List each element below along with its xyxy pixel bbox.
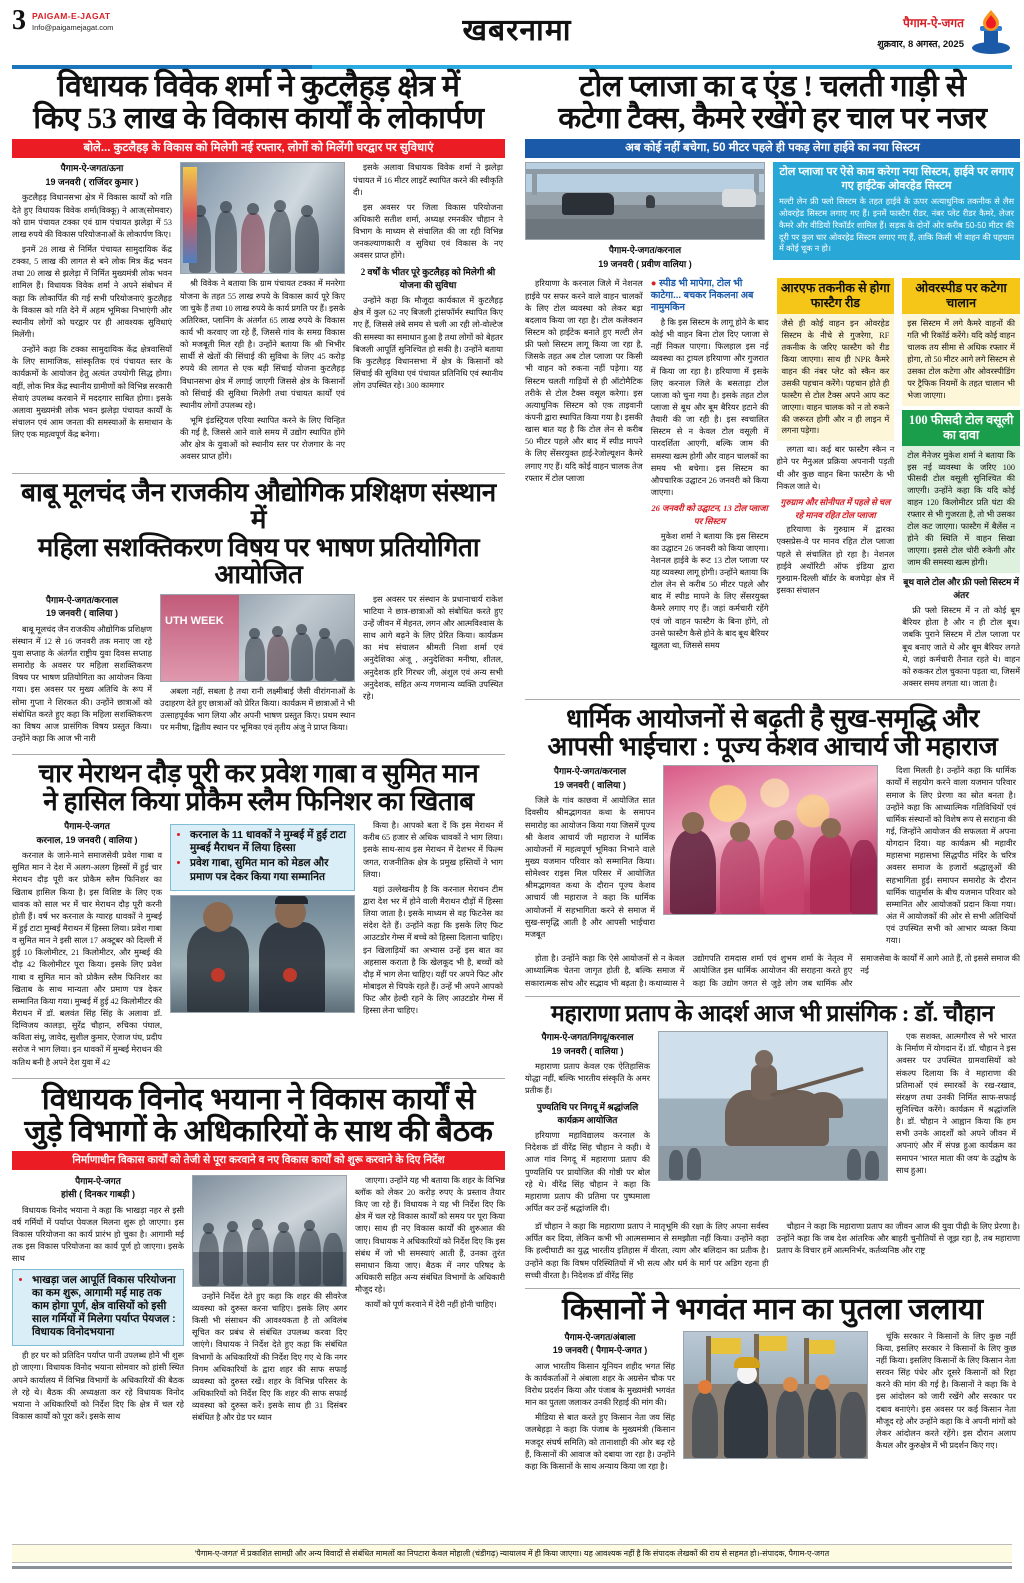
toll-col-4 bbox=[902, 278, 1020, 693]
photo-col bbox=[663, 765, 878, 950]
story-iti-speech-contest bbox=[12, 479, 505, 749]
byline-col bbox=[12, 1175, 184, 1428]
divider bbox=[525, 699, 1020, 700]
brand-name-hi: पैगाम-ऐ-जगत bbox=[903, 16, 964, 30]
box-100-body: टोल मैनेजर मुकेश शर्मा ने बताया कि इस नई व्यवस्था के जरिए 100 फीसदी टोल वसूली सुनिश्चित की जाएगी। उन्होंने कहा कि यदि कोई वाहन 120 किलोमीटर प्रति घंटा की रफ्तार से भी गुजरता है, तो भी उसका टोल कट जाएगा। फास्टैग में बैलेंस न होने की स्थिति में वाहन सिखा जाएगा। इससे टोल चोरी रुकेगी और जाम की समस्या खत्म होगी। bbox=[902, 446, 1020, 573]
box-overspeed-body: इस सिस्टम में लगे कैमरे वाहनों की गति भी रिकॉर्ड करेंगे। यदि कोई वाहन चालक तय सीमा से अधिक रफ्तार में होगा, तो 50 मीटर आगे लगे सिस्टम से उसका टोल कटेगा और ओवरस्पीडिंग पर ट्रैफिक नियमों के तहत चालान भी भेजा जाएगा। bbox=[902, 314, 1020, 405]
masthead-center bbox=[272, 8, 762, 49]
info-box-body: मल्टी लेन फ्री फ्लो सिस्टम के तहत हाईवे के ऊपर अत्याधुनिक तकनीक से लैस ओवरहेड सिस्टम लगाए गए हैं। इनमें फास्टैग रीडर, नंबर प्लेट रीडर कैमरे, लेजर कैमरे और वीडियो रिकॉर्डर शामिल हैं। सड़क के दोनों ओर करीब 50-50 मीटर की दूरी पर कुल चार ओवरहेड सिस्टम लगाए गए हैं, ताकि किसी भी वाहन की पहचान में कोई चूक न हो। bbox=[779, 196, 1014, 254]
story-body-wrap bbox=[12, 1175, 505, 1428]
story-col-3 bbox=[353, 162, 503, 392]
paragraph: किया है। आपको बता दें कि इस मेराथन में करीब 65 हजार से अधिक धावकों ने भाग लिया। इसके साथ-साथ इस मेराथन में देशभर में फिल्म जगत, राजनीतिक क्षेत्र के प्रमुख हस्तियों ने भाग लिया। bbox=[363, 821, 503, 879]
paragraph: हरियाणा के गुरुग्राम में द्वारका एक्सप्रेस-वे पर मानव रहित टोल प्लाजा पहले से संचालित हो रहा है। नेशनल हाईवे अथॉरिटी ऑफ इंडिया द्वारा गुरुग्राम-दिल्ली बॉर्डर के बजघेड़ा क्षेत्र में इसका संचालन bbox=[776, 525, 895, 595]
page-columns bbox=[12, 70, 1020, 1482]
headline-line-1: धार्मिक आयोजनों से बढ़ती है सुख-समृद्धि और bbox=[566, 704, 979, 734]
highlight-item: • प्रवेश गाबा, सुमित मान को मेडल और प्रमाण पत्र देकर किया गया सम्मानित bbox=[190, 857, 348, 883]
sub-headline: 2 वर्षों के भीतर पूरे कुटलैहड़ को मिलेगी श्री योजना की सुविधा bbox=[360, 266, 496, 290]
byline-source: पैगाम-ऐ-जगत bbox=[64, 821, 110, 832]
headline: किसानों ने भगवंत मान का पुतला जलाया bbox=[562, 1292, 983, 1326]
paragraph: इसके अलावा विधायक विवेक शर्मा ने झलेड़ा पंचायत में 16 मीटर लाइटें स्थापित करने की स्वीकृति दी। bbox=[353, 163, 503, 197]
story-col-1 bbox=[12, 192, 172, 441]
story-vinod-bhayana bbox=[12, 1084, 505, 1428]
byline-date: 19 जनवरी ( प्रवीण वालिया ) bbox=[598, 258, 692, 269]
divider bbox=[12, 1078, 505, 1079]
paragraph: जिले के गांव काछवा में आयोजित सात दिवसीय श्रीमद्भागवत कथा के समापन समारोह का आयोजन किया गया जिसमें पूज्य श्री केशव आचार्य जी महाराज ने धार्मिक आयोजनों में महत्वपूर्ण भूमिका निभाने वाले मुख्य यजमान परिवार को सम्मानित किया। सोमेश्वर राइस मिल परिसर में आयोजित श्रीमद्भागवत कथा के दौरान पूज्य केशव आचार्य जी महाराज ने कहा कि धार्मिक आयोजनों में सहभागिता करने से समाज में सुख-समृद्धि आती है और आपसी भाईचारा मजबूत bbox=[525, 796, 655, 939]
byline-date: 19 जनवरी ( पैगाम-ऐ-जगत ) bbox=[552, 1345, 648, 1356]
photo-maharana-statue bbox=[658, 1031, 888, 1181]
paragraph: चौहान ने कहा कि महाराणा प्रताप का जीवन आज की युवा पीढ़ी के लिए प्रेरणा है। उन्होंने कहा कि जब देश आंतरिक और बाहरी चुनौतियों से जूझ रहा है, तब महाराणा प्रताप के विचार हमें आत्मनिर्भर, कर्तव्यनिष्ठ और राष्ट्र bbox=[776, 1222, 1020, 1256]
bullet-dot-icon: ● bbox=[650, 278, 657, 290]
story-vivek-sharma bbox=[12, 71, 505, 467]
paragraph: जाएगा। उन्होंने यह भी बताया कि शहर के विभिन्न ब्लॉक को लेकर 20 करोड़ रुपए के प्रस्ताव तैयार किए जा रहे हैं। विधायक ने यह भी निर्देश दिए कि क्षेत्र में चल रहे विकास कार्यों को समय पर पूरा किया जाए। साथ ही नए विकास कार्यों की शुरुआत की जाए। विधायक ने अधिकारियों को निर्देश दिए कि इस संबंध में जो भी समस्याएं आती हैं, उनका तुरंत समाधान किया जाए। बैठक में नगर परिषद के अधिकारी सहित अन्य संबंधित विभागों के अधिकारी मौजूद रहे। bbox=[355, 1175, 505, 1295]
story-farmers-protest bbox=[525, 1294, 1020, 1476]
story-maharana-pratap bbox=[525, 1002, 1020, 1282]
toll-col-3 bbox=[777, 278, 895, 693]
story-body-wrap bbox=[12, 820, 505, 1072]
info-box-new-system bbox=[773, 162, 1020, 260]
paragraph: बाबू मूलचंद जैन राजकीय औद्योगिक प्रशिक्षण संस्थान में 12 से 16 जनवरी तक मनाए जा रहे युवा सप्ताह के अंतर्गत राष्ट्रीय युवा दिवस सप्ताह समारोह के अवसर पर महिला सशक्तिकरण विषय पर भाषण प्रतियोगिता का आयोजन किया गया। इस अवसर पर मुख्य अतिथि के रूप में सोमा गुप्ता ने शिरकत की। उन्होंने छात्राओं को संबोधित करते हुए कहा कि महिला सशक्तिकरण का विषय आज प्रासंगिक विषय प्रस्तुत किया। उन्होंने कहा कि आज भी नारी bbox=[12, 624, 152, 743]
paragraph: महाराणा प्रताप केवल एक ऐतिहासिक योद्धा नहीं, बल्कि भारतीय संस्कृति के अमर प्रतीक हैं। bbox=[525, 1062, 650, 1096]
headline-line-1: विधायक विनोद भयाना ने विकास कार्यों से bbox=[41, 1082, 476, 1116]
divider bbox=[12, 473, 505, 474]
issue-date: शुक्रवार, 8 अगस्त, 2025 bbox=[877, 39, 964, 50]
story-body-wrap bbox=[12, 162, 505, 466]
photo-religious-ceremony bbox=[663, 765, 878, 915]
headline: महाराणा प्रताप के आदर्श आज भी प्रासंगिक : डॉ. चौहान bbox=[551, 1000, 994, 1026]
story-marathon bbox=[12, 760, 505, 1072]
highlight-item: • भाखड़ा जल आपूर्ति विकास परियोजना का कम शुरू, आगामी मई माह तक काम होगा पूर्ण, क्षेत्र वासियों को इसी साल गर्मियों में मिलेगा पर्याप्त पेयजल : विधायक विनोदभयाना bbox=[32, 1274, 177, 1340]
paragraph: इस अवसर पर संस्थान के प्रधानाचार्य राकेश भाटिया ने छात्र-छात्राओं को संबोधित करते हुए उन्हें जीवन में मेहनत, लगन और आत्मविश्वास के साथ आगे बढ़ने के लिए प्रेरित किया। कार्यक्रम का मंच संचालन श्रीमती निशा शर्मा एवं अनुदेशिका अंजू , अनुदेशिका मनीषा, शीतल, अनुदेशक हरि गिरधर जी, अंशुल एवं अन्य सभी अनुदेशक, सहित अन्य गणमान्य व्यक्ति उपस्थित रहे। bbox=[363, 594, 503, 701]
paragraph: इस अवसर पर जिला विकास परियोजना अधिकारी सतीश शर्मा, अध्यक्ष रमनकीर चौहान ने विभाग के माध्यम से संचालित की जा रही विभिन्न जनकल्याणकारी व सुविधा एवं विकास के नए अवसर प्राप्त होंगे। bbox=[353, 202, 503, 261]
masthead bbox=[12, 0, 1012, 62]
story-col-2 bbox=[192, 1291, 347, 1425]
photo-officials-meeting bbox=[192, 1175, 347, 1287]
masthead-rule bbox=[12, 65, 1012, 69]
photo-col bbox=[658, 1031, 888, 1218]
byline-source: पैगाम-ऐ-जगत/करनाल bbox=[608, 245, 682, 256]
masthead-brand-block bbox=[32, 8, 113, 32]
paragraph: अबला नहीं, सबला है तथा रानी लक्ष्मीबाई जैसी वीरांगनाओं के उदाहरण देते हुए छात्राओं को प्रेरित किया। कार्यक्रम में छात्राओं ने भी उत्साहपूर्वक भाग लिया और अपनी भाषण प्रस्तुत किए। प्रथम स्थान पर मनीषा, द्वितीय स्थान पर भूमिका एवं तृतीय अंजु ने प्राप्त किया। bbox=[160, 686, 355, 733]
story-col-3 bbox=[355, 1175, 505, 1312]
headline-line-2: आपसी भाईचारा : पूज्य केशव आचार्य जी महाराज bbox=[547, 731, 998, 761]
byline-col bbox=[525, 1331, 675, 1476]
paragraph: दिशा मिलती है। उन्होंने कहा कि धार्मिक कार्यों में सहयोग करने वाला यजमान परिवार समाज के लिए प्रेरणा का स्रोत बनता है। उन्होंने कहा कि आध्यात्मिक गतिविधियों एवं धार्मिक संस्थानों को विशेष रूप से सराहना की गई, जिन्होंने आयोजन की सफलता में अपना योगदान दिया। यह कार्यक्रम श्री महावीर महासभा महासभा सिद्धपीठ मंदिर के चरित्र अवसर समाज के हजारों श्रद्धालुओं की सहभागिता हुई। समापन समारोह के दौरान धार्मिक चातुर्मास के बीच यजमान परिवार को सम्मानित और आयोजकों प्रदान किया गया। अंत में आयोजकों की ओर से सभी अतिथियों एवं उपस्थित सभी को आभार व्यक्त किया गया। bbox=[886, 766, 1016, 946]
photo-inauguration bbox=[180, 162, 345, 274]
toll-bullet-note bbox=[651, 278, 769, 314]
box-rf-body: जैसे ही कोई वाहन इन ओवरहेड सिस्टम के नीचे से गुजरेगा, RF तकनीक के जरिए फास्टैग को रीड किया जाएगा। साथ ही NPR कैमरे वाहन की नंबर प्लेट को स्कैन कर उसकी पहचान करेंगे। पहचान होते ही फास्टैग से टोल टैक्स अपने आप कट जाएगा। वाहन चालक को न तो रुकने की जरूरत होगी और न ही लाइन में लगना पड़ेगा। bbox=[777, 314, 895, 441]
headline-line-1: चार मेराथन दौड़ पूरी कर प्रवेश गाबा व सुमित मान bbox=[38, 759, 479, 789]
byline-date: 19 जनवरी ( वालिया ) bbox=[553, 779, 626, 790]
legal-disclaimer: 'पैगाम-ए-जगत' में प्रकाशित सामग्री और अन्य विवादों से संबंधित मामलों का निपटारा केवल मोहाली (चंडीगढ़) न्यायालय में ही किया जाएगा। यह आवश्यक नहीं है कि संपादक लेखकों की राय से सहमत हो।-संपादक, पैगाम-ए-जगत bbox=[12, 1544, 1012, 1563]
headline-line-2: जुड़े विभागों के अधिकारियों के साथ की बैठक bbox=[24, 1114, 493, 1148]
story-col-3-wrap bbox=[355, 1175, 505, 1428]
byline-source: पैगाम-ऐ-जगत/अंबाला bbox=[564, 1331, 636, 1342]
toll-col-2 bbox=[651, 278, 769, 693]
byline-source: पैगाम-ऐ-जगत/ऊना bbox=[60, 163, 124, 174]
sub-headline: पुण्यतिथि पर निगदू में श्रद्धांजलि कार्यक्रम आयोजित bbox=[536, 1101, 639, 1125]
page-footer bbox=[12, 1544, 1012, 1569]
byline-source: पैगाम-ऐ-जगत/करनाल bbox=[553, 766, 627, 777]
byline-date: 19 जनवरी ( वालिया ) bbox=[551, 1045, 624, 1056]
headline-line-2: महिला सशक्तिकरण विषय पर भाषण प्रतियोगिता आयोजित bbox=[37, 532, 480, 590]
paragraph: भूमि इंडस्ट्रियल एरिया स्थापित करने के लिए चिन्हित की गई है, जिससे आने वाले समय में उद्योग स्थापित होंगे और क्षेत्र के युवाओं को स्थानीय स्तर पर रोजगार के नए अवसर प्राप्त होंगे। bbox=[180, 415, 345, 462]
cyan-box-col bbox=[773, 162, 1020, 274]
photo-iti-event: UTH WEEK bbox=[160, 594, 355, 682]
headline-line-1: बाबू मूलचंद जैन राजकीय औद्योगिक प्रशिक्षण संस्थान में bbox=[21, 477, 496, 535]
bullet-text: स्पीड भी मापेगा, टोल भी काटेगा... बचकर निकलना अब नामुमकिन bbox=[650, 278, 754, 314]
paragraph: चूंकि सरकार ने किसानों के लिए कुछ नहीं किया, इसलिए सरकार ने किसानों के लिए कुछ नहीं किया। इसलिए किसानों के लिए किसान नेता सरवन सिंह पंधेर और दूसरे किसानों को रिहा करने की मांग की गई है। किसानों ने कहा कि वे इस आंदोलन को जारी रखेंगे और सरकार पर दबाव बनाएंगे। इस अवसर पर कई किसान नेता मौजूद रहे और उन्होंने कहा कि वे अपनी मांगों को लेकर आंदोलन करते रहेंगे। इस दौरान अलाप कैथल और कुरुक्षेत्र में भी प्रदर्शन किए गए। bbox=[876, 1331, 1016, 1450]
photo-marathon-runners bbox=[170, 895, 355, 1013]
story-body-wrap bbox=[525, 765, 1020, 950]
paragraph: विधायक विनोद भयाना ने कहा कि भाखड़ा नहर से इसी वर्ष गर्मियों में पर्याप्त पेयजल मिलना शुरू हो जाएगा। इस विकास परियोजना का कार्य प्रारंभ हो चुका है। आगामी मई तक इस विकास परियोजना का कार्य पूर्ण हो जाएगा। इसके साथ bbox=[12, 1205, 184, 1264]
byline-date: 19 जनवरी ( वालिया ) bbox=[45, 608, 118, 619]
highlight-item: • करनाल के 11 धावकों ने मुम्बई में हुई टाटा मुम्बई मैराथन में लिया हिस्सा bbox=[190, 829, 348, 855]
info-box-title: टोल प्लाजा पर ऐसे काम करेगा नया सिस्टम, हाईवे पर लगाए गए हाईटेक ओवरहेड सिस्टम bbox=[779, 166, 1014, 193]
kicker-banner: निर्माणाधीन विकास कार्यों को तेजी से पूरा करवाने व नए विकास कार्यों को शुरू करवाने के दिए निर्देश bbox=[12, 1151, 505, 1170]
story-religious-event bbox=[525, 705, 1020, 990]
story-col-4-wrap bbox=[896, 1031, 1016, 1218]
paragraph: फ्री फ्लो सिस्टम में न तो कोई बूम बैरियर होता है और न ही टोल बूथ। जबकि पुराने सिस्टम में टोल प्लाजा पर बूथ बनाए जाते थे और बूम बैरियर लगते थे, जहां कर्मचारी तैनात रहते थे। वाहन को रुककर टोल चुकाना पड़ता था, जिसमें अक्सर समय लगता था। जाता है। bbox=[902, 606, 1020, 688]
headline-line-2: किए 53 लाख के विकास कार्यों के लोकार्पण bbox=[33, 101, 484, 135]
kicker-banner: बोले... कुटलैहड़ के विकास को मिलेगी नई रफ्तार, लोगों को मिलेंगी घरद्वार पर सुविधाएं bbox=[12, 139, 505, 159]
story-body-wrap bbox=[12, 594, 505, 748]
paragraph: मुकेश शर्मा ने बताया कि इस सिस्टम का उद्घाटन 26 जनवरी को किया जाएगा। नेशनल हाईवे के रूट 13 टोल प्लाजा पर यह व्यवस्था लागू होगी। उन्होंने बताया कि टोल लेन से करीब 50 मीटर पहले और बाद में स्पीड मापने के लिए सेंसरयुक्त कैमरे लगाए गए हैं। जहां कर्मचारी रहेंगे एवं जो वाहन फास्टैग के बिना होंगे, तो उनसे फास्टैग कैसे होने के बाद बूथ बैरियर खुलता था, जिससे समय bbox=[650, 531, 769, 650]
highlight-photo-col bbox=[170, 820, 355, 1072]
byline-source: पैगाम-ऐ-जगत/करनाल bbox=[45, 594, 119, 605]
paragraph: ही हर घर को प्रतिदिन पर्याप्त पानी उपलब्ध होने भी शुरू हो जाएगा। विधायक विनोद भयाना सोमवार को हांसी स्थित अपने कार्यालय में विभिन्न विभागों के अधिकारियों की बैठक ले रहे थे। बैठक की अध्यक्षता कर रहे विधायक विनोद भयाना ने अधिकारियों को निर्देश दिए कि क्षेत्र में चल रहे विकास कार्यों को पूरा करें। इसके साथ bbox=[12, 1351, 184, 1421]
paragraph: यहां उल्लेखनीय है कि करनाल मेराथन टीम द्वारा देश भर में होने वाली मैराथन दौड़ों में हिस्सा लिया जाता है। इसके माध्यम से वह फिटनेस का संदेश देते हैं। उन्होंने कहा कि इसके लिए फिट आउटडोर गेम्स में बच्चे को हिस्सा दिलाना चाहिए। इन खिलाड़ियों का अभ्यास उन्हें इस बात का अहसास कराता है कि खेलकूद भी है, बच्चों को दौड़ में भाग लेना चाहिए। यहीं पर अपने फिट और मोबाइल से चिपके रहते हैं। उन्हें भी अपने आपको फिट और हेल्दी रहने के लिए आउटडोर गेम्स में हिस्सा लेना चाहिए। bbox=[363, 884, 503, 1016]
story-body-wrap bbox=[525, 1331, 1020, 1476]
story-col-1 bbox=[12, 850, 162, 1069]
story-col-3-wrap bbox=[876, 1331, 1016, 1476]
byline-date: 19 जनवरी ( राजिंदर कुमार ) bbox=[45, 176, 139, 187]
photo-col bbox=[525, 162, 765, 274]
sub-headline: बूथ वाले टोल और फ्री फ्लो सिस्टम में अंतर bbox=[903, 576, 1020, 600]
divider bbox=[525, 1288, 1020, 1289]
story-continued bbox=[525, 953, 1020, 989]
byline-col bbox=[525, 765, 655, 950]
divider bbox=[525, 996, 1020, 997]
story-col-1 bbox=[12, 624, 152, 745]
story-continued bbox=[525, 1221, 1020, 1282]
photo-farmers-protest bbox=[683, 1331, 868, 1459]
byline-col bbox=[12, 162, 172, 466]
masthead-logo-text bbox=[877, 8, 964, 50]
paragraph: होता है। उन्होंने कहा कि ऐसे आयोजनों से न केवल आध्यात्मिक चेतना जागृत होती है, बल्कि समाज में सकारात्मक सोच और सद्भाव भी बढ़ता है। कथाव्यास ने उद्योगपति रामदास शर्मा एवं शुभम शर्मा के नेतृत्व में आयोजित इस धार्मिक आयोजन की सराहना करते हुए कहा कि उद्योग जगत से जुड़े लोग जब धार्मिक और समाजसेवा के कार्यों में आगे आते हैं, तो इससे समाज की नई bbox=[525, 954, 1020, 988]
paragraph: कार्यों को पूर्ण करवाने में देरी नहीं होनी चाहिए। bbox=[365, 1300, 497, 1310]
story-col-3-wrap bbox=[363, 594, 503, 748]
toll-col-1 bbox=[525, 278, 643, 693]
paragraph: एक सशक्त, आत्मगौरव से भरे भारत के निर्माण में योगदान दें। डॉ. चौहान ने इस अवसर पर उपस्थित ग्रामवासियों को संकल्प दिलाया कि वे महाराणा की प्रतिमाओं एवं स्मारकों के रख-रखाव, संरक्षण तथा उनकी निर्मित साफ-सफाई सुनिश्चित करेंगे। कार्यक्रम में श्रद्धांजलि है। डॉ. चौहान ने आह्वान किया कि हम सभी उनके आदर्शों को अपने जीवन में अपनाएं और में संपन्न हुआ कार्यक्रम का समापन 'भारत माता की जय' के उद्घोष के साथ हुआ। bbox=[896, 1032, 1016, 1175]
highlight-box bbox=[170, 824, 355, 891]
highlight-box bbox=[12, 1269, 184, 1347]
paragraph: उन्होंने कहा कि मौजूदा कार्यकाल में कुटलैहड़ क्षेत्र में कुल 62 नए बिजली ट्रांसफॉर्मर स्थापित किए गए हैं, जिससे लंबे समय से चली आ रही लो-वोल्टेज की समस्या का समाधान हुआ है तथा लोगों को बेहतर बिजली आपूर्ति सुनिश्चित हो सकी है। उन्होंने बताया कि कुटलैहड़ विधानसभा में क्षेत्र के किसानों को सिंचाई की सुविधा एवं पंचायत प्रतिनिधि एवं स्थानीय लोग उपस्थित रहे। 300 कामगार bbox=[353, 296, 503, 391]
story-intro bbox=[12, 1205, 184, 1266]
kicker-banner: अब कोई नहीं बचेगा, 50 मीटर पहले ही पकड़ लेगा हाईवे का नया सिस्टम bbox=[525, 139, 1020, 159]
masthead-left bbox=[12, 5, 272, 36]
paragraph: डॉ चौहान ने कहा कि महाराणा प्रताप ने मातृभूमि की रक्षा के लिए अपना सर्वस्व अर्पित कर दिया, लेकिन कभी भी आत्मसम्मान से समझौता नहीं किया। उन्होंने कहा कि हल्दीघाटी का युद्ध भारतीय इतिहास में वीरता, त्याग और बलिदान का प्रतीक है। उन्होंने कहा कि विषम परिस्थितियों में भी सत्य और धर्म के मार्ग पर अडिग रहना ही सच्ची वीरता है। निदेशक डॉ वीरेंद्र सिंह bbox=[525, 1222, 769, 1280]
story-col-3-wrap bbox=[886, 765, 1016, 950]
paragraph: हरियाणा महाविद्यालय करनाल के निदेशक डॉ वीरेंद्र सिंह चौहान ने कही। वे आज गांव निगदू में महाराणा प्रताप की पुण्यतिथि पर प्रायोजित की गोष्ठी पर बोल रहे थे। वीरेंद्र सिंह चौहान ने कहा कि महाराणा प्रताप की प्रतिमा पर पुष्पमाला अर्पित कर उन्हें श्रद्धांजलि दी। bbox=[525, 1131, 650, 1214]
paragraph: उन्होंने कहा कि टक्का सामुदायिक केंद्र क्षेत्रवासियों के लिए सामाजिक, सांस्कृतिक एवं पंचायत स्तर के कार्यक्रमों के आयोजन हेतु अत्यंत उपयोगी सिद्ध होगा। वहीं, लोक मित्र केंद्र स्थानीय ग्रामीणों को विभिन्न सरकारी सेवाएं उपलब्ध करवाने में मददगार साबित होगा। इसके अलावा मुख्यमंत्री लोक भवन झलेड़ा पंचायत कार्यों के संचालन एवं आम जनता की समस्याओं के समाधान के लिए एक महत्वपूर्ण केंद्र बनेगा। bbox=[12, 345, 172, 440]
story-col-3-wrap bbox=[353, 162, 503, 466]
headline-line-1: विधायक विवेक शर्मा ने कुटलैहड़ क्षेत्र में bbox=[57, 70, 460, 103]
paragraph: करनाल के जाने-माने समाजसेवी प्रवेश गाबा व सुमित मान ने देश में अलग-अलग हिस्सों में हुई चार मेराथन दौड़ पूरी कर प्रोकैम स्लैम फिनिशर का खिताब हासिल किया है। इस विशिष्ट के लिए एक धावक को साल भर में चार मेराथन दौड़ पूरी करनी होती हैं। वर्ष भर करनाल के ग्यारह धावकों ने मुम्बई में हुई टाटा मुम्बई मैराथन में हिस्सा लिया। प्रवेश गाबा व सुमित मान ने इसी साल 17 अक्टूबर को दिल्ली में हुई 10 किलोमीटर, 21 किलोमीटर, और मुम्बई की दौड़ 42 किलोमीटर पूरा किया। इसके लिए प्रवेश गाबा व सुमित मान को प्रोकैम स्लैम फिनिशर का खिताब के साथ मान्यता और प्रमाण पत्र देकर सम्मानित किया गया। मुम्बई में हुई 42 किलोमीटर की मैराथन में डॉ. बलवंत सिंह सिंह के अलावा डॉ. दिग्विजय कालड़ा, सुरेंद्र चौहान, रुचिका पंघाल, कविता संधू, जावेद, सुशील कुमार, ऐजाज पंघ, प्रदीप सरोज ने भाग लिया। इन धावकों में मुम्बई मेराथन की कतिथ बनी है अपने देश युवा में 42 bbox=[12, 851, 162, 1067]
photo-col bbox=[683, 1331, 868, 1476]
photo-col bbox=[180, 162, 345, 466]
byline-date: करनाल, 19 जनवरी ( वालिया ) bbox=[36, 834, 138, 845]
right-column bbox=[525, 71, 1020, 1482]
byline-source: पैगाम-ऐ-जगत bbox=[75, 1175, 121, 1186]
byline-date: हांसी ( दिनकर गाबड़ी ) bbox=[61, 1189, 135, 1200]
paragraph: लगता था। कई बार फास्टैग स्कैन न होने पर मैनुअल प्रक्रिया अपनानी पड़ती थी और कुछ वाहन बिना फास्टैग के भी निकल जाते थे। bbox=[776, 445, 895, 491]
byline-col bbox=[12, 594, 152, 748]
story-toll-plaza bbox=[525, 71, 1020, 693]
byline-source: पैगाम-ऐ-जगत/निगदू/करनाल bbox=[541, 1032, 634, 1043]
story-col-1 bbox=[12, 1350, 184, 1423]
toll-body-row bbox=[525, 278, 1020, 693]
torch-logo-icon bbox=[970, 8, 1012, 56]
paragraph: हरियाणा के करनाल जिले में नेशनल हाईवे पर सफर करने वाले वाहन चालकों के लिए टोल व्यवस्था को लेकर बड़ा बदलाव किया जा रहा है। टोल कलेक्शन सिस्टम को हाईटेक बनाते हुए मल्टी लेन फ्री फ्लो सिस्टम लागू किया जा रहा है, जिसके तहत अब टोल प्लाजा पर किसी भी वाहन को रुकना नहीं पड़ेगा। यह सिस्टम चलती गाड़ियों से ही ऑटोमैटिक तरीके से टोल टैक्स वसूल करेगा। इस अत्याधुनिक सिस्टम को एक ताइवानी कंपनी द्वारा स्थापित किया गया है। इसकी खास बात यह है कि टोल लेन से करीब 50 मीटर पहले और बाद में स्पीड मापने के लिए सेंसरयुक्त हाई-रेजोल्यूशन कैमरे लगाए गए हैं। यदि कोई वाहन चालक तेज रफ्तार में टोल प्लाजा bbox=[525, 279, 643, 483]
paragraph: उन्होंने निर्देश देते हुए कहा कि शहर की सीवरेज व्यवस्था को दुरुस्त करना चाहिए। इसके लिए अगर किसी भी संसाधन की आवश्यकता है तो अविलंब सूचित कर प्रबंध से संबंधित उपलब्ध करवा दिए जाएंगे। विधायक ने निर्देश देते हुए कहा कि संबंधित विभागों के अधिकारियों की निर्देश दिए गए थे कि नगर निगम अधिकारियों के द्वारा शहर की साफ सफाई व्यवस्था को दुरुस्त रखें। शहर के विभिन्न परिसर के अधिकारियों को निर्देश दिए कि शहर की साफ सफाई व्यवस्था को दुरुस्त करें। इसके साथ ही 31 दिसंबर संबंधित है और ग्रेड पर ध्यान bbox=[192, 1291, 347, 1423]
headline-line-2: ने हासिल किया प्रोकैम स्लैम फिनिशर का खिताब bbox=[43, 786, 474, 816]
box-rf-title: आरएफ तकनीक से होगा फास्टैग रीड bbox=[777, 278, 895, 314]
masthead-right bbox=[762, 8, 1012, 56]
paragraph: आज भारतीय किसान यूनियन शहीद भगत सिंह के कार्यकर्ताओं ने अंबाला शहर के अग्रसेन चौक पर विरोध प्रदर्शन किया और पंजाब के मुख्यमंत्री भगवंत मान का पुतला जलाकर उनकी रिहाई की मांग की। bbox=[525, 1361, 675, 1408]
paragraph: है कि इस सिस्टम के लागू होने के बाद कोई भी वाहन बिना टोल दिए प्लाजा से नहीं निकल पाएगा। फिलहाल इस नई व्यवस्था का ट्रायल हरियाणा और गुजरात में किया जा रहा है। हरियाणा में इसके लिए करनाल जिले के बसताड़ा टोल प्लाजा को चुना गया है। इसके तहत टोल प्लाजा से बूथ और बूम बैरियर हटाने की तैयारी की जा रही है। इस स्वचालित सिस्टम से न केवल टोल वसूली में पारदर्शिता आएगी, बल्कि जाम की समस्या खत्म होगी और वाहन चालकों का समय भी बचेगा। इस सिस्टम का औपचारिक उद्घाटन 26 जनवरी को किया जाएगा। bbox=[650, 318, 769, 497]
story-body-wrap bbox=[525, 1031, 1020, 1218]
photo-highway-toll bbox=[525, 162, 765, 240]
story-col-3-wrap bbox=[363, 820, 503, 1072]
brand-name-en: PAIGAM-E-JAGAT bbox=[32, 11, 111, 21]
photo-col bbox=[192, 1175, 347, 1428]
story-col-2 bbox=[180, 278, 345, 463]
byline-col bbox=[12, 820, 162, 1072]
divider bbox=[12, 754, 505, 755]
contact-email: Info@paigamejagat.com bbox=[32, 23, 114, 32]
headline-line-2: कटेगा टैक्स, कैमरे रखेंगे हर चाल पर नजर bbox=[558, 101, 987, 135]
photo-col bbox=[160, 594, 355, 748]
sub-headline: 26 जनवरी को उद्घाटन, 13 टोल प्लाजा पर सिस्टम bbox=[651, 503, 768, 526]
story-col-2 bbox=[160, 686, 355, 735]
box-100-title: 100 फीसदी टोल वसूली का दावा bbox=[902, 410, 1020, 446]
footer-rule bbox=[12, 1566, 1012, 1569]
story-col-3 bbox=[363, 820, 503, 1017]
section-title: खबरनामा bbox=[462, 14, 572, 47]
paragraph: मीडिया से बात करते हुए किसान नेता जय सिंह जलबेहड़ा ने कहा कि पंजाब के मुख्यमंत्री (किसान मजदूर संघर्ष समिति) को तानाशाही की ओर बढ़ रहे हैं, किसानों की आवाज को दबाया जा रहा है। उन्होंने कहा कि किसानों के साथ अन्याय किया जा रहा है। bbox=[525, 1413, 675, 1471]
byline-col bbox=[525, 1031, 650, 1218]
paragraph: कुटलैहड़ विधानसभा क्षेत्र में विकास कार्यों को गति देते हुए विधायक विवेक शर्मा(विक्कू) ने आज(सोमवार) को ग्राम पंचायत टक्का एवं ग्राम पंचायत झलेड़ा में 53 लाख रुपये की विकास परियोजनाओं के लोकार्पण किए। bbox=[12, 193, 172, 239]
left-column bbox=[12, 71, 505, 1482]
paragraph: इनमें 28 लाख से निर्मित पंचायत सामुदायिक केंद्र टक्का, 5 लाख की लागत से बने लोक मित्र केंद्र भवन तथा 20 लाख से झलेड़ा में निर्मित मुख्यमंत्री लोक भवन शामिल हैं। विधायक विवेक शर्मा ने अपने संबोधन में कहा कि लोकार्पित की गई सभी परियोजनाएं कुटलैहड़ के विकास को गति देने में अहम भूमिका निभाएंगी और स्थानीय लोगों को घरद्वार पर ही आवश्यक सुविधाएं मिलेंगी। bbox=[12, 244, 172, 339]
box-overspeed-title: ओवरस्पीड पर कटेगा चालान bbox=[902, 278, 1020, 314]
paragraph: श्री विवेक ने बताया कि ग्राम पंचायत टक्का में मनरेगा योजना के तहत 55 लाख रुपये के विकास कार्य पूरे किए जा चुके हैं तथा 10 लाख रुपये के कार्य प्रगति पर हैं। इसके अतिरिक्त, प्लानिंग के अंतर्गत 65 लाख रुपये के विकास कार्य भी करवाए जा रहे हैं, जिससे गांव के समग्र विकास को मजबूती मिल रही है। उन्होंने बताया कि श्री भिभीर सार्थी से खेतों की सिंचाई की सुविधा के लिए 45 करोड़ रुपये की लागत से एक बड़ी सिंचाई योजना कुटलैहड़ विधानसभा क्षेत्र में लगाई जाएगी जिससे क्षेत्र के किसानों को सिंचाई की सुविधा मिलेगी तथा पंचायत कार्यों एवं स्थानीय लोगों उपलब्ध रहे। bbox=[180, 279, 345, 410]
story-col-3 bbox=[363, 594, 503, 703]
headline-line-1: टोल प्लाजा का द एंड ! चलती गाड़ी से bbox=[579, 70, 966, 103]
toll-top-row bbox=[525, 162, 1020, 274]
page-number: 3 bbox=[12, 5, 26, 36]
sub-headline: गुरुग्राम और सोनीपत में पहले से चल रहे मानव रहित टोल प्लाजा bbox=[780, 496, 891, 520]
